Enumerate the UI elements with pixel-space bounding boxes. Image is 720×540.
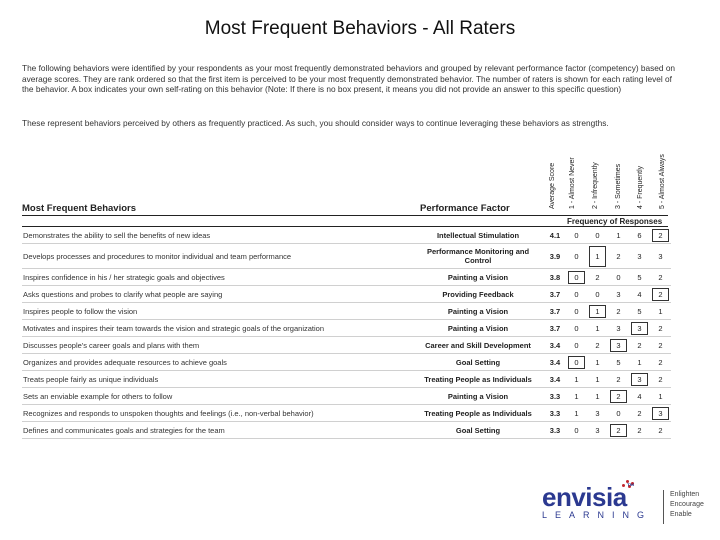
frequency-header: Frequency of Responses [567,217,663,226]
response-count-cell: 1 [587,354,608,371]
average-score-cell: 3.3 [544,388,566,405]
behavior-cell: Develops processes and procedures to monitor individual and team performance [22,244,412,269]
table-row [22,405,671,422]
behavior-cell: Motivates and inspires their team towards the vision and strategic goals of the organization [22,320,412,337]
behavior-cell: Defines and communicates goals and strategies for the team [22,422,412,439]
column-header-scale-1: 1 - Almost Never [569,157,576,209]
behaviors-table [22,227,671,439]
response-count-cell: 3 [608,286,629,303]
table-row [22,371,671,388]
intro-paragraph: The following behaviors were identified by your respondents as your most frequently demonstrated behaviors and grouped by relevant performance factor (competency) based on average scores. They are rank ordered so that the first item is perceived to be your most frequently demonstrated behavior. The number of raters is shown for each rating level of the behavior. A box indicates your own self-rating on this behavior (Note: If there is no box present, it means you did not provide an answer to this specific question) [22,63,676,94]
behavior-cell: Recognizes and responds to unspoken thoughts and feelings (i.e., non-verbal behavior) [22,405,412,422]
table-row [22,320,671,337]
behaviors-header: Most Frequent Behaviors [22,203,137,214]
response-count-cell: 2 [629,337,650,354]
table-row [22,337,671,354]
average-score-cell: 3.4 [544,354,566,371]
average-score-cell: 3.4 [544,371,566,388]
performance-factor-cell: Goal Setting [412,354,544,371]
performance-factor-cell: Career and Skill Development [412,337,544,354]
response-count-cell: 0 [587,227,608,244]
response-count-cell: 1 [608,227,629,244]
table-row [22,354,671,371]
table-row [22,422,671,439]
response-count-cell: 0 [566,227,587,244]
column-header-scale-4: 4 - Frequently [637,165,644,209]
performance-factor-cell: Treating People as Individuals [412,371,544,388]
response-count-cell: 2 [650,371,671,388]
response-count-cell: 1 [566,405,587,422]
performance-factor-cell: Painting a Vision [412,269,544,286]
average-score-cell: 3.7 [544,303,566,320]
response-count-cell: 1 [650,388,671,405]
average-score-cell: 3.3 [544,422,566,439]
table-row [22,286,671,303]
response-count-cell: 5 [629,303,650,320]
response-count-cell: 2 [650,269,671,286]
response-count-cell: 3 [608,320,629,337]
average-score-cell: 3.3 [544,405,566,422]
response-count-cell: 1 [629,354,650,371]
table-row [22,269,671,286]
response-count-cell: 0 [566,337,587,354]
logo-divider [663,490,664,524]
response-count-cell: 3 [587,405,608,422]
response-count-cell: 3 [650,405,671,422]
logo-tagline: Enlighten Encourage Enable [670,491,704,518]
response-count-cell: 0 [566,422,587,439]
behavior-cell: Inspires people to follow the vision [22,303,412,320]
column-header-scale-2: 2 - Infrequently [592,162,599,209]
response-count-cell: 1 [587,303,608,320]
performance-factor-header: Performance Factor [420,203,510,214]
table-row [22,388,671,405]
response-count-cell: 0 [566,320,587,337]
response-count-cell: 3 [650,244,671,269]
performance-factor-cell: Intellectual Stimulation [412,227,544,244]
average-score-cell: 3.9 [544,244,566,269]
response-count-cell: 0 [608,269,629,286]
performance-factor-cell: Treating People as Individuals [412,405,544,422]
average-score-cell: 3.7 [544,286,566,303]
response-count-cell: 0 [566,286,587,303]
response-count-cell: 2 [650,286,671,303]
behavior-cell: Asks questions and probes to clarify what people are saying [22,286,412,303]
response-count-cell: 5 [608,354,629,371]
response-count-cell: 2 [608,244,629,269]
response-count-cell: 2 [608,388,629,405]
column-header-scale-3: 3 - Sometimes [615,163,622,209]
behavior-cell: Demonstrates the ability to sell the benefits of new ideas [22,227,412,244]
response-count-cell: 2 [608,371,629,388]
column-header-scale-5: 5 - Almost Always [659,154,666,209]
response-count-cell: 3 [629,371,650,388]
response-count-cell: 0 [608,405,629,422]
performance-factor-cell: Goal Setting [412,422,544,439]
response-count-cell: 0 [566,354,587,371]
behavior-cell: Sets an enviable example for others to follow [22,388,412,405]
average-score-cell: 3.7 [544,320,566,337]
envisia-logo: envisia™ LEARNING [542,482,653,520]
behavior-cell: Inspires confidence in his / her strategic goals and objectives [22,269,412,286]
table-row [22,244,671,269]
response-count-cell: 2 [650,422,671,439]
response-count-cell: 2 [608,422,629,439]
behavior-cell: Discusses people's career goals and plans with them [22,337,412,354]
response-count-cell: 2 [650,320,671,337]
response-count-cell: 2 [650,227,671,244]
response-count-cell: 1 [587,244,608,269]
response-count-cell: 4 [629,388,650,405]
average-score-cell: 3.8 [544,269,566,286]
response-count-cell: 4 [629,286,650,303]
response-count-cell: 2 [587,269,608,286]
response-count-cell: 6 [629,227,650,244]
behavior-cell: Treats people fairly as unique individuals [22,371,412,388]
response-count-cell: 1 [587,388,608,405]
performance-factor-cell: Performance Monitoring and Control [412,244,544,269]
table-row [22,303,671,320]
response-count-cell: 3 [629,320,650,337]
response-count-cell: 2 [650,354,671,371]
response-count-cell: 0 [566,303,587,320]
response-count-cell: 1 [650,303,671,320]
response-count-cell: 1 [566,388,587,405]
response-count-cell: 3 [587,422,608,439]
performance-factor-cell: Painting a Vision [412,388,544,405]
response-count-cell: 3 [629,244,650,269]
response-count-cell: 2 [629,422,650,439]
response-count-cell: 1 [587,320,608,337]
response-count-cell: 0 [587,286,608,303]
average-score-cell: 3.4 [544,337,566,354]
page-title: Most Frequent Behaviors - All Raters [204,18,516,39]
response-count-cell: 2 [587,337,608,354]
column-header-average-score: Average Score [549,162,556,209]
header-rule [22,215,668,216]
response-count-cell: 1 [587,371,608,388]
response-count-cell: 3 [608,337,629,354]
response-count-cell: 0 [566,244,587,269]
strengths-paragraph: These represent behaviors perceived by others as frequently practiced. As such, you should consider ways to continue leveraging these behaviors as strengths. [22,118,609,128]
average-score-cell: 4.1 [544,227,566,244]
response-count-cell: 5 [629,269,650,286]
response-count-cell: 2 [650,337,671,354]
response-count-cell: 0 [566,269,587,286]
performance-factor-cell: Painting a Vision [412,303,544,320]
response-count-cell: 1 [566,371,587,388]
table-row [22,227,671,244]
behavior-cell: Organizes and provides adequate resources to achieve goals [22,354,412,371]
performance-factor-cell: Painting a Vision [412,320,544,337]
response-count-cell: 2 [608,303,629,320]
response-count-cell: 2 [629,405,650,422]
performance-factor-cell: Providing Feedback [412,286,544,303]
